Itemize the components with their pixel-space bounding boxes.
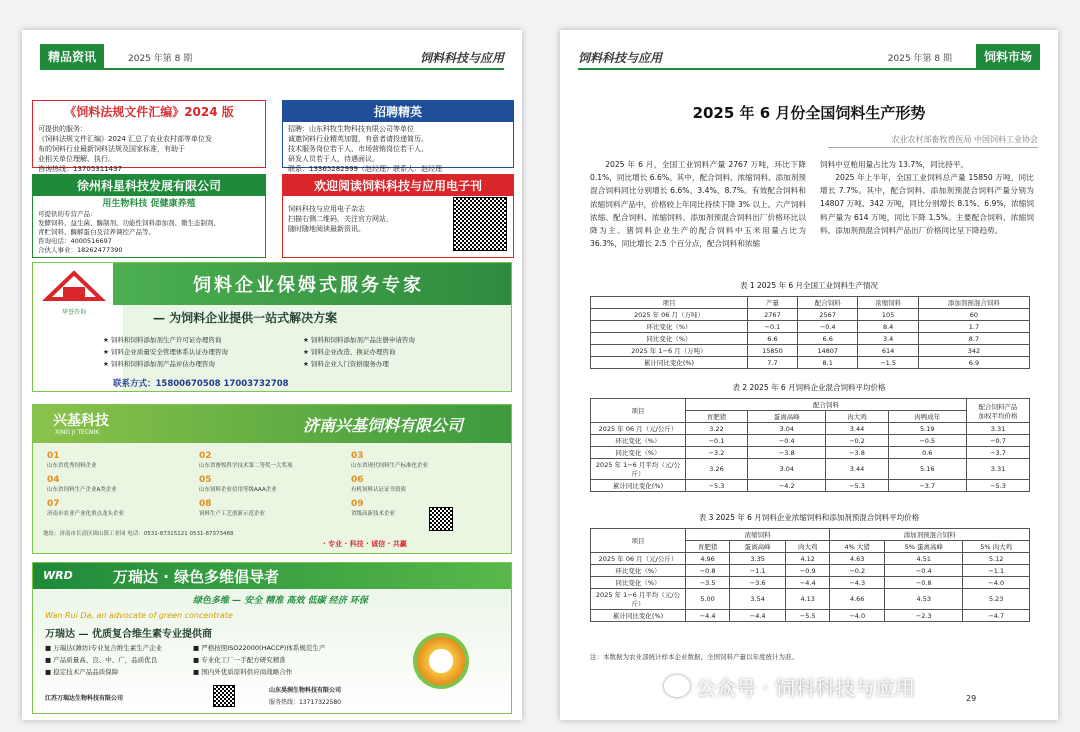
table2-header: 蛋离高峰	[748, 411, 826, 423]
table-row	[591, 577, 1030, 589]
table-row	[591, 459, 1030, 480]
table1-header: 配合饲料	[797, 297, 857, 309]
huayu-item: ★ 饲料和饲料添加剂生产许可证办理咨询	[103, 336, 222, 344]
table-cell: −4.0	[830, 610, 885, 622]
table-cell: −0.8	[686, 565, 730, 577]
table-cell: −0.4	[748, 435, 826, 447]
xingji-footer: 地址：济南市长清区崮山镇工业园 电话：0531-87315121 0531-87373488	[43, 531, 234, 537]
huayu-item: ★ 饲料企业人门资格服务办理	[303, 360, 389, 368]
table-cell: −0.2	[826, 435, 888, 447]
table-row	[591, 435, 1030, 447]
table-cell: 1.7	[918, 321, 1029, 333]
xingji-item-number: 09	[351, 499, 364, 509]
vitamin-badge-icon	[413, 633, 469, 689]
table-row	[591, 589, 1030, 610]
table-row	[591, 565, 1030, 577]
right-page	[560, 30, 1058, 720]
xingji-item-text: 山东省饲料生产企业A类企业	[47, 487, 117, 493]
table3-header: 5% 肉大鸡	[963, 541, 1030, 553]
table-cell: −0.1	[686, 435, 748, 447]
table-cell: 3.22	[686, 423, 748, 435]
table-cell: −1.5	[858, 357, 918, 369]
table-cell: 4.66	[830, 589, 885, 610]
wanruida-company2: 山东昊润生物科技有限公司	[269, 687, 342, 694]
issue-label: 2025 年第 8 期	[128, 54, 193, 64]
huayu-item: ★ 饲料和饲料添加剂产品评估办理咨询	[103, 360, 215, 368]
table-cell: 2767	[747, 309, 797, 321]
xingji-item-text: 饲料生产工艺创新示范企业	[199, 511, 266, 517]
table-row	[591, 610, 1030, 622]
table-cell: 60	[918, 309, 1029, 321]
wanruida-title: 万瑞达 · 绿色多维倡导者	[113, 568, 280, 586]
table-note: 注：本数据为农业部统计样本企业数据，全国饲料产量以年度统计为准。	[590, 653, 798, 661]
table-cell: 4.63	[830, 553, 885, 565]
table-cell: 环比变化（%）	[591, 435, 686, 447]
table-cell: −4.7	[963, 610, 1030, 622]
wanruida-hotline: 服务热线：13717322580	[269, 699, 341, 706]
table-cell: 同比变化（%）	[591, 447, 686, 459]
xingji-item	[47, 451, 195, 469]
xingji-item-text: 有机饲料认证证书资质	[351, 487, 407, 493]
table2-header: 肉鸭成年	[888, 411, 967, 423]
wanruida-point: ■ 专业化工厂一手配方研究精准	[193, 656, 286, 664]
table-cell: −0.8	[885, 577, 963, 589]
table3-header: 肉大鸡	[786, 541, 830, 553]
table-cell: 15850	[747, 345, 797, 357]
wanruida-point: ■ 国内外优质原料供应商战略合作	[193, 668, 293, 676]
table-cell: −4.4	[786, 577, 830, 589]
regulation-box	[32, 100, 266, 173]
table-cell: 3.44	[826, 423, 888, 435]
article-paragraph: 2025 年上半年，全国工业饲料总产量 15850 万吨，同比增长 7.7%。其中，配合饲料、添加剂预混合饲料产量分别为 14807 万吨、342 万吨，同比分别增长 8.1%、6.9%，浓缩饲料产量为 614 万吨，同比下降 1.5%。主要配合饲料、浓缩饲料、添加剂预混合饲料产品出厂价格同比呈下降趋势。	[820, 173, 1034, 235]
table2-header: 项目	[591, 399, 686, 423]
table-row	[591, 309, 1030, 321]
table1-header: 产量	[747, 297, 797, 309]
table-cell: −2.3	[885, 610, 963, 622]
recruit-box	[282, 100, 514, 173]
table-cell: 8.4	[858, 321, 918, 333]
xingji-values: · 专业 · 科技 · 诚信 · 共赢	[323, 540, 407, 548]
table-cell: 4.13	[786, 589, 830, 610]
table-cell: 105	[858, 309, 918, 321]
wanruida-point: ■ 产品质量高、良、中、广，品质优良	[45, 656, 158, 664]
kexing-box	[32, 174, 266, 258]
wanruida-point: ■ 稳定技术产品品质保障	[45, 668, 119, 676]
xingji-item	[199, 475, 347, 493]
table-cell: −4.4	[686, 610, 730, 622]
xingji-item	[351, 451, 499, 469]
wanruida-point: ■ 严格按照ISO22000(HACCP)体系规范生产	[193, 644, 326, 652]
table-cell: 3.44	[826, 459, 888, 480]
table-row	[591, 553, 1030, 565]
xingji-item-text: 山东省优秀饲料企业	[47, 463, 97, 469]
xingji-item	[351, 475, 499, 493]
xingji-ad	[32, 404, 512, 554]
wanruida-ad	[32, 562, 512, 714]
table-cell: −0.5	[888, 435, 967, 447]
issue-label: 2025 年第 8 期	[887, 54, 952, 64]
table-cell: −0.2	[830, 565, 885, 577]
article-source: 农业农村部畜牧兽医局 中国饲料工业协会	[828, 134, 1038, 148]
table-cell: −4.3	[830, 577, 885, 589]
kexing-title: 徐州科星科技发展有限公司	[33, 175, 265, 196]
table-cell: 同比变化（%）	[591, 577, 686, 589]
huayu-item: ★ 饲料企业质量安全管理体系认证办理咨询	[103, 348, 228, 356]
table-row	[591, 321, 1030, 333]
ejournal-box	[282, 174, 514, 258]
table-cell: 2025 年 06 月（万吨）	[591, 309, 748, 321]
regulation-title: 《饲料法规文件汇编》2024 版	[64, 105, 234, 119]
table3-caption: 表 3 2025 年 6 月饲料企业浓缩饲料和添加剂预混合饲料平均价格	[698, 513, 920, 522]
table-cell: 环比变化（%）	[591, 565, 686, 577]
huayu-logo-text: 华誉咨询	[61, 309, 86, 316]
table2-header: 肉大鸡	[826, 411, 888, 423]
table-cell: −5.5	[786, 610, 830, 622]
left-page	[22, 30, 522, 720]
table2-header: 配合饲料产品 加权平均价格	[967, 399, 1030, 423]
section-tag: 饲料市场	[976, 44, 1040, 69]
table2-header: 育肥猪	[686, 411, 748, 423]
table-cell: 累计同比变化(%)	[591, 357, 748, 369]
table-cell: 14807	[797, 345, 857, 357]
table-row	[591, 345, 1030, 357]
xingji-item-number: 07	[47, 499, 60, 509]
journal-brand: 饲料科技与应用	[419, 51, 504, 65]
xingji-item-text: 山东省畜牧科学技术第二等奖一大奖项	[199, 463, 293, 469]
table1-header: 浓缩饲料	[858, 297, 918, 309]
table-cell: 6.6	[747, 333, 797, 345]
table-cell: −0.4	[885, 565, 963, 577]
table1-header: 添加剂预混合饲料	[918, 297, 1029, 309]
table-row	[591, 480, 1030, 492]
table-row	[591, 333, 1030, 345]
xingji-item-number: 04	[47, 475, 60, 485]
table-cell: −0.7	[967, 435, 1030, 447]
table3-header: 4% 大猪	[830, 541, 885, 553]
table-cell: 7.7	[747, 357, 797, 369]
table3-header: 5% 蛋离高峰	[885, 541, 963, 553]
section-tag: 精品资讯	[40, 44, 104, 69]
xingji-item	[47, 499, 195, 517]
xingji-item-number: 05	[199, 475, 212, 485]
table-cell: −3.5	[686, 577, 730, 589]
table-cell: 2025 年 1−6 月平均（元/公斤）	[591, 589, 686, 610]
xingji-item	[351, 499, 499, 517]
table3-group: 浓缩饲料	[686, 529, 830, 541]
table-cell: 同比变化（%）	[591, 333, 748, 345]
table1	[590, 296, 1030, 369]
huayu-item: ★ 饲料和饲料添加剂产品注册申请咨询	[303, 336, 415, 344]
table-cell: −3.7	[967, 447, 1030, 459]
wechat-watermark	[664, 672, 915, 701]
table-cell: −5.3	[826, 480, 888, 492]
table-cell: 5.23	[963, 589, 1030, 610]
journal-brand: 饲料科技与应用	[578, 51, 663, 65]
table-cell: 2025 年 1−6 月（万吨）	[591, 345, 748, 357]
right-header	[578, 44, 1040, 70]
xingji-item-text: 山东省现代饲料生产标准化企业	[351, 463, 429, 469]
huayu-ad	[32, 262, 512, 392]
left-header	[40, 44, 504, 70]
table-cell: 4.53	[885, 589, 963, 610]
qr-code-icon[interactable]	[429, 507, 453, 531]
xingji-item	[47, 475, 195, 493]
table-cell: 614	[858, 345, 918, 357]
table-cell: 3.54	[730, 589, 786, 610]
table-cell: 6.9	[918, 357, 1029, 369]
wanruida-company1: 江苏万瑞达生物科技有限公司	[45, 695, 124, 702]
table-cell: 4.51	[885, 553, 963, 565]
xingji-item	[199, 499, 347, 517]
table-cell: −4.4	[730, 610, 786, 622]
table-cell: 342	[918, 345, 1029, 357]
table-cell: −3.6	[730, 577, 786, 589]
xingji-item-text: 济南市农业产业化重点龙头企业	[47, 511, 125, 517]
xingji-item-number: 06	[351, 475, 364, 485]
wanruida-en: Wan Rui Da, an advocate of green concentrate	[45, 611, 233, 620]
table-cell: −3.8	[826, 447, 888, 459]
huayu-logo	[43, 269, 105, 316]
table-cell: 3.04	[748, 459, 826, 480]
table2-group: 配合饲料	[686, 399, 967, 411]
table-cell: 3.04	[748, 423, 826, 435]
table-cell: 2025 年 06 月（元/公斤）	[591, 553, 686, 565]
table-cell: 5.16	[888, 459, 967, 480]
table-cell: 8.7	[918, 333, 1029, 345]
table-cell: 2025 年 06 月（元/公斤）	[591, 423, 686, 435]
table2-caption: 表 2 2025 年 6 月饲料企业混合饲料平均价格	[732, 383, 886, 392]
table3-header: 项目	[591, 529, 686, 553]
table3-header: 育肥猪	[686, 541, 730, 553]
table-cell: 4.12	[786, 553, 830, 565]
wanruida-logo: WRD	[43, 569, 73, 582]
table3-header: 蛋离高峰	[730, 541, 786, 553]
table3	[590, 528, 1030, 622]
ejournal-title: 欢迎阅读饲料科技与应用电子刊	[283, 175, 513, 196]
table-cell: 环比变化（%）	[591, 321, 748, 333]
table-row	[591, 357, 1030, 369]
table-cell: −5.3	[967, 480, 1030, 492]
page-number: 29	[966, 694, 977, 703]
xingji-logo: 兴基科技	[53, 413, 109, 429]
table-cell: 2567	[797, 309, 857, 321]
xingji-item-number: 02	[199, 451, 212, 461]
article-paragraph: 饲料中豆粕用量占比为 13.7%，同比持平。	[820, 160, 969, 169]
table-row	[591, 423, 1030, 435]
xingji-item	[199, 451, 347, 469]
xingji-item-number: 08	[199, 499, 212, 509]
table-cell: −0.4	[797, 321, 857, 333]
table-cell: −4.2	[748, 480, 826, 492]
xingji-logo-en: XING JI TECNIK	[55, 429, 100, 436]
huayu-title: 饲料企业保姆式服务专家	[193, 275, 424, 296]
wechat-icon	[664, 675, 690, 697]
table-row	[591, 447, 1030, 459]
table-cell: 3.4	[858, 333, 918, 345]
table1-header: 项目	[591, 297, 748, 309]
xingji-item-number: 03	[351, 451, 364, 461]
xingji-item-text: 省级高新技术企业	[351, 511, 396, 517]
huayu-item: ★ 饲料企业改造、换证办理咨询	[303, 348, 396, 356]
table-cell: −0.9	[786, 565, 830, 577]
table3-group: 添加剂预混合饲料	[830, 529, 1030, 541]
huayu-subtitle: — 为饲料企业提供一站式解决方案	[153, 311, 338, 325]
ejournal-body: 饲料科技与应用电子杂志 扫描右侧二维码，关注官方网站， 随时随地阅读最新资讯。	[288, 205, 393, 233]
wanruida-point: ■ 万瑞达(潍坊)专业复合维生素生产企业	[45, 644, 163, 652]
table-cell: −1.1	[963, 565, 1030, 577]
table-cell: 3.26	[686, 459, 748, 480]
table-cell: 8.1	[797, 357, 857, 369]
kexing-body: 可提供的专营产品： 发酵饲料、益生菌、酶制剂、功能性饲料添加剂、微生态制剂、 青贮饲料、酶解蛋白及营养调控产品等。 咨询电话：4000516697 合伙人事业：18262477390	[38, 210, 220, 254]
watermark-text: 公众号 · 饲料科技与应用	[696, 676, 916, 700]
xingji-title: 济南兴基饲料有限公司	[303, 416, 464, 435]
qr-code-icon[interactable]	[213, 685, 235, 707]
table-cell: −0.1	[747, 321, 797, 333]
article-paragraph: 2025 年 6 月，全国工业饲料产量 2767 万吨，环比下降 0.1%，同比增长 6.6%。其中，配合饲料、浓缩饲料、添加剂预混合饲料同比分别增长 6.6%、3.4%、8.7%。有效配合饲料和浓缩饲料产品中，价格较上年同比持续下降 3% 以上。六产饲料浓缩、配合饲料、浓缩饲料、添加剂预混合饲料出厂价格环比以降为主。猪饲料企业生产的配合饲料中玉米用量占比为 36.3%，同比增长 2.5 个百分点，配合饲料和浓缩	[590, 160, 806, 249]
wanruida-slogan: 绿色多维 — 安全 精准 高效 低碳 经济 环保	[193, 596, 368, 606]
table-cell: −3.2	[686, 447, 748, 459]
table-cell: 5.12	[963, 553, 1030, 565]
table-cell: 3.35	[730, 553, 786, 565]
table-cell: 3.31	[967, 423, 1030, 435]
qr-code-icon[interactable]	[453, 197, 507, 251]
table2	[590, 398, 1030, 492]
table-cell: 0.6	[888, 447, 967, 459]
xingji-item-number: 01	[47, 451, 60, 461]
table-cell: 5.00	[686, 589, 730, 610]
table-cell: −4.0	[963, 577, 1030, 589]
recruit-body: 招聘：山东科牧生物科技有限公司等单位 诚邀饲料行业精英加盟，有意者请投递简历。 技术服务岗位若干人、市场营销岗位若干人、 研发人员若干人，待遇面议。 联系：13365282999（赵经理）联系人：赵经理	[288, 125, 442, 173]
table-cell: −3.7	[888, 480, 967, 492]
table-cell: −3.8	[748, 447, 826, 459]
table-cell: 2025 年 1−6 月平均（元/公斤）	[591, 459, 686, 480]
recruit-title: 招聘精英	[283, 101, 513, 122]
table-cell: 3.31	[967, 459, 1030, 480]
table-cell: 累计同比变化(%)	[591, 480, 686, 492]
table-cell: 累计同比变化(%)	[591, 610, 686, 622]
regulation-body: 可提供的服务： 《饲料法规文件汇编》2024 汇总了农业农村部等单位发 布的饲料行业最新饲料法规及国家标准，有助于 业相关单位理解、执行。 咨询热线：13705311437	[38, 125, 213, 173]
wanruida-subtitle: 万瑞达 — 优质复合维生素专业提供商	[45, 629, 212, 640]
xingji-item-text: 山东饲料企业信用等级AAA企业	[199, 487, 277, 493]
table-cell: 5.19	[888, 423, 967, 435]
table-cell: 4.96	[686, 553, 730, 565]
kexing-slogan: 用生物科技 促健康养殖	[102, 199, 196, 209]
table1-caption: 表 1 2025 年 6 月全国工业饲料生产情况	[739, 281, 879, 290]
table-cell: 6.6	[797, 333, 857, 345]
huayu-contact: 联系方式：15800670508 17003732708	[113, 379, 289, 389]
table-cell: −1.1	[730, 565, 786, 577]
article-title: 2025 年 6 月份全国饲料生产形势	[692, 104, 926, 122]
table-cell: −5.3	[686, 480, 748, 492]
